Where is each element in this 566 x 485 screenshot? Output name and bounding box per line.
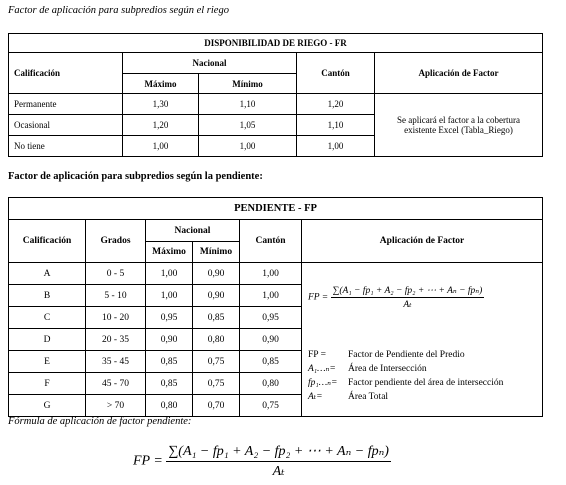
table-row — [9, 94, 543, 115]
cell-canton: 1,10 — [297, 115, 375, 136]
legend-desc: Área de Intersección — [348, 364, 427, 374]
legend-item — [308, 376, 503, 390]
formula-small-numerator: ∑(A₁ − fp₁ + A₂ − fp₂ + ⋯ + Aₙ − fpₙ) — [332, 286, 483, 296]
legend-symbol: FP = — [308, 350, 326, 360]
cell-calificacion: E — [9, 351, 86, 373]
cell-minimo: 0,75 — [193, 373, 240, 395]
cell-minimo: 1,00 — [199, 136, 297, 157]
legend — [308, 348, 503, 404]
cell-maximo: 0,85 — [146, 373, 193, 395]
legend-item — [308, 362, 503, 376]
big-formula-denominator: Aₜ — [272, 464, 285, 479]
cell-calificacion: D — [9, 329, 86, 351]
cell-canton: 0,80 — [240, 373, 302, 395]
cell-grados: 10 - 20 — [86, 307, 146, 329]
cell-minimo: 0,70 — [193, 395, 240, 417]
header-canton: Cantón — [297, 53, 375, 94]
cell-maximo: 1,30 — [123, 94, 199, 115]
legend-desc: Área Total — [348, 392, 389, 402]
cell-maximo: 1,20 — [123, 115, 199, 136]
big-formula-lhs: FP = — [133, 453, 163, 469]
cell-grados: 5 - 10 — [86, 285, 146, 307]
header-calificacion: Calificación — [9, 220, 86, 263]
legend-desc: Factor pendiente del área de intersección — [348, 378, 504, 388]
cell-calificacion: G — [9, 395, 86, 417]
cell-minimo: 0,80 — [193, 329, 240, 351]
header-minimo: Mínimo — [199, 74, 297, 94]
cell-maximo: 1,00 — [146, 263, 193, 285]
legend-symbol: fp₁…ₙ= — [308, 378, 338, 388]
header-aplicacion: Aplicación de Factor — [375, 53, 543, 94]
legend-item — [308, 348, 503, 362]
cell-grados: 20 - 35 — [86, 329, 146, 351]
cell-calificacion: F — [9, 373, 86, 395]
header-nacional: Nacional — [123, 53, 297, 74]
header-maximo: Máximo — [123, 74, 199, 94]
legend-item — [308, 390, 503, 404]
cell-maximo: 1,00 — [146, 285, 193, 307]
header-calificacion: Calificación — [9, 53, 123, 94]
cell-calificacion: Permanente — [9, 94, 123, 115]
cell-minimo: 1,10 — [199, 94, 297, 115]
legend-symbol: Aₜ= — [308, 392, 323, 402]
caption-formula: Fórmula de aplicación de factor pendiente: — [8, 416, 192, 427]
cell-minimo: 0,90 — [193, 285, 240, 307]
legend-symbol: A₁…ₙ= — [308, 364, 336, 374]
cell-canton: 1,00 — [240, 263, 302, 285]
big-formula — [133, 443, 391, 480]
cell-canton: 0,90 — [240, 329, 302, 351]
caption-pendiente: Factor de aplicación para subpredios según la pendiente: — [8, 171, 263, 182]
cell-canton: 1,00 — [240, 285, 302, 307]
header-grados: Grados — [86, 220, 146, 263]
cell-maximo: 1,00 — [123, 136, 199, 157]
cell-maximo: 0,85 — [146, 351, 193, 373]
header-minimo: Mínimo — [193, 242, 240, 263]
cell-aplicacion-pendiente — [302, 263, 543, 417]
cell-grados: > 70 — [86, 395, 146, 417]
cell-aplicacion-riego: Se aplicará el factor a la cobertura existente Excel (Tabla_Riego) — [375, 94, 543, 157]
header-maximo: Máximo — [146, 242, 193, 263]
cell-calificacion: C — [9, 307, 86, 329]
cell-calificacion: Ocasional — [9, 115, 123, 136]
cell-maximo: 0,90 — [146, 329, 193, 351]
formula-small-lhs: FP = — [308, 292, 329, 303]
cell-minimo: 1,05 — [199, 115, 297, 136]
formula-small-fraction — [331, 285, 485, 310]
legend-desc: Factor de Pendiente del Predio — [348, 350, 465, 360]
cell-maximo: 0,80 — [146, 395, 193, 417]
cell-calificacion: No tiene — [9, 136, 123, 157]
caption-riego: Factor de aplicación para subpredios según el riego — [8, 5, 229, 16]
cell-grados: 35 - 45 — [86, 351, 146, 373]
cell-minimo: 0,85 — [193, 307, 240, 329]
big-formula-numerator: ∑(A₁ − fp₁ + A₂ − fp₂ + ⋯ + Aₙ − fpₙ) — [166, 443, 391, 462]
table-pendiente-title: PENDIENTE - FP — [9, 198, 543, 220]
table-riego — [8, 33, 543, 157]
cell-minimo: 0,90 — [193, 263, 240, 285]
table-pendiente — [8, 197, 543, 417]
cell-canton: 0,95 — [240, 307, 302, 329]
cell-canton: 1,20 — [297, 94, 375, 115]
big-formula-fraction — [166, 443, 391, 480]
cell-canton: 0,85 — [240, 351, 302, 373]
cell-grados: 45 - 70 — [86, 373, 146, 395]
header-nacional: Nacional — [146, 220, 240, 242]
table-row — [9, 263, 543, 285]
cell-maximo: 0,95 — [146, 307, 193, 329]
header-canton: Cantón — [240, 220, 302, 263]
cell-calificacion: A — [9, 263, 86, 285]
formula-small-denominator: Aₜ — [403, 300, 412, 310]
formula-small — [308, 285, 484, 310]
cell-grados: 0 - 5 — [86, 263, 146, 285]
cell-minimo: 0,75 — [193, 351, 240, 373]
table-riego-title: DISPONIBILIDAD DE RIEGO - FR — [9, 34, 543, 53]
header-aplicacion: Aplicación de Factor — [302, 220, 543, 263]
cell-canton: 0,75 — [240, 395, 302, 417]
cell-canton: 1,00 — [297, 136, 375, 157]
cell-calificacion: B — [9, 285, 86, 307]
